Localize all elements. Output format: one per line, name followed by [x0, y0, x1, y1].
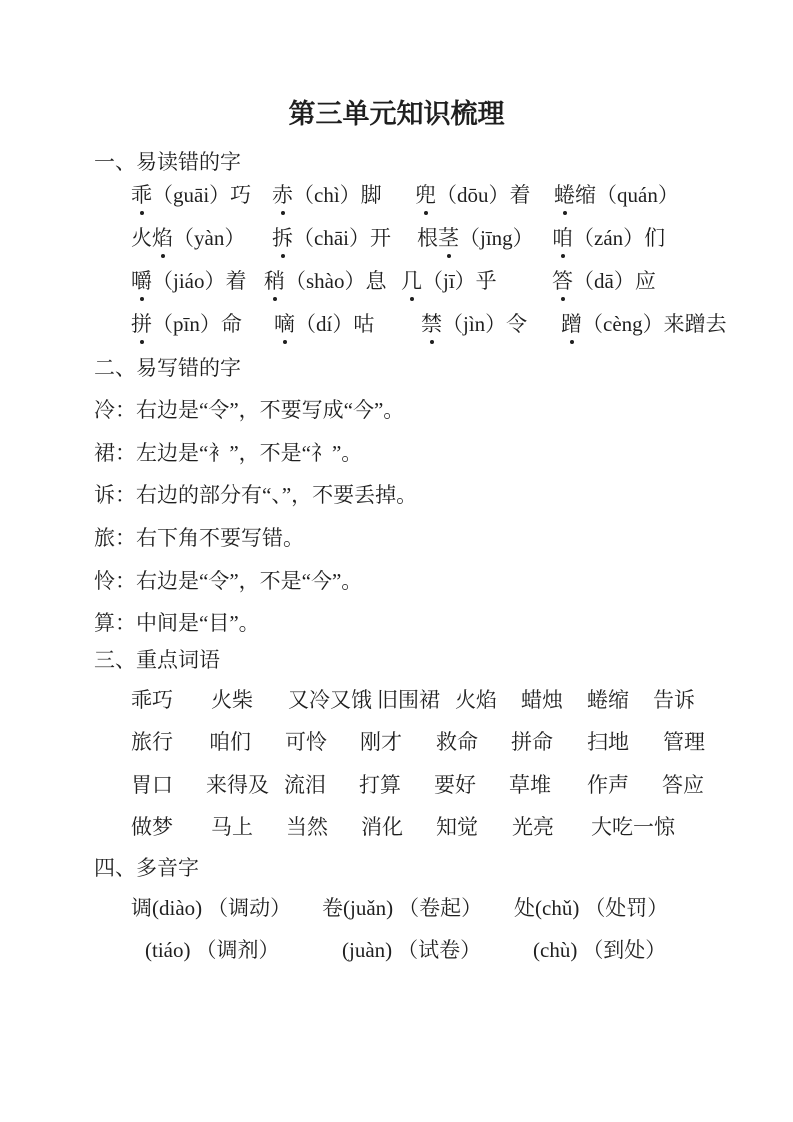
word-item: 光亮: [512, 815, 554, 839]
dotted-char: 蜷: [554, 183, 575, 207]
item-pinyin-tail: （jìn）令: [442, 312, 528, 336]
dotted-char: 茎: [438, 226, 459, 250]
polyphone-pinyin: (juǎn): [343, 896, 394, 920]
pinyin-item: [131, 311, 242, 338]
pinyin-item: [554, 182, 679, 209]
word-item: 答应: [662, 773, 704, 797]
plain-char: 火: [131, 226, 152, 250]
note-line: 冷：右边是“令”，不要写成“今”。: [94, 398, 405, 422]
word-row: [0, 814, 793, 848]
polyphone-example-word: （卷起）: [398, 896, 483, 920]
item-pinyin-tail: 缩（quán）: [575, 183, 679, 207]
polyphone-pinyin: (diào): [152, 896, 203, 920]
word-item: 打算: [359, 773, 401, 797]
word-item: 胃口: [131, 773, 173, 797]
dotted-char: 兜: [415, 183, 436, 207]
pinyin-item: [421, 311, 527, 338]
polyphone-example-word: （调动）: [207, 896, 292, 920]
item-pinyin-tail: （pīn）命: [152, 312, 242, 336]
polyphone-pinyin: (chǔ): [535, 896, 580, 920]
dotted-char: 答: [552, 269, 573, 293]
polyphone-pinyin: (juàn): [342, 938, 393, 962]
pinyin-item: [131, 268, 247, 295]
item-pinyin-tail: （dōu）着: [436, 183, 531, 207]
pinyin-row: [0, 268, 793, 302]
pinyin-item: [552, 225, 665, 252]
polyphone-entry: [533, 937, 666, 964]
section-3-heading: 三、重点词语: [94, 648, 220, 672]
dotted-char: 蹭: [561, 312, 582, 336]
dotted-char: 赤: [272, 183, 293, 207]
word-row: [0, 772, 793, 806]
dotted-char: 禁: [421, 312, 442, 336]
item-pinyin-tail: （dí）咕: [295, 312, 375, 336]
item-pinyin-tail: （jīng）: [459, 226, 534, 250]
polyphone-entry: [514, 895, 668, 922]
word-item: 管理: [663, 730, 705, 754]
note-line: 算：中间是“目”。: [94, 611, 260, 635]
polyphone-char: 调: [131, 896, 152, 920]
pinyin-row: [0, 182, 793, 216]
pinyin-item: [131, 182, 251, 209]
note-line: 旅：右下角不要写错。: [94, 526, 304, 550]
word-item: 咱们: [209, 730, 251, 754]
item-pinyin-tail: （chì）脚: [293, 183, 382, 207]
pinyin-row: [0, 225, 793, 259]
word-item: 作声: [587, 773, 629, 797]
word-item: 告诉: [653, 688, 695, 712]
word-item: 可怜: [285, 730, 327, 754]
pinyin-item: [272, 182, 382, 209]
word-item: 救命: [436, 730, 478, 754]
pinyin-item: [274, 311, 374, 338]
item-pinyin-tail: （chāi）开: [293, 226, 391, 250]
polyphone-example-word: （到处）: [582, 938, 667, 962]
word-item: 旧围裙: [377, 688, 440, 712]
dotted-char: 嚼: [131, 269, 152, 293]
word-item: 知觉: [436, 815, 478, 839]
polyphone-row: [0, 937, 793, 971]
item-pinyin-tail: （shào）息: [285, 269, 387, 293]
dotted-char: 拆: [272, 226, 293, 250]
polyphone-entry: [342, 937, 481, 964]
word-item: 拼命: [511, 730, 553, 754]
item-pinyin-tail: （jiáo）着: [152, 269, 247, 293]
item-pinyin-tail: （zán）们: [573, 226, 666, 250]
dotted-char: 焰: [152, 226, 173, 250]
word-item: 旅行: [131, 730, 173, 754]
note-line: 怜：右边是“令”，不是“今”。: [94, 569, 363, 593]
polyphone-entry: [322, 895, 482, 922]
word-item: 又冷又饿: [288, 688, 372, 712]
page-title: 第三单元知识梳理: [288, 99, 505, 129]
dotted-char: 拼: [131, 312, 152, 336]
word-item: 火柴: [211, 688, 253, 712]
item-pinyin-tail: （dā）应: [573, 269, 656, 293]
item-pinyin-tail: （yàn）: [173, 226, 246, 250]
word-item: 乖巧: [131, 688, 173, 712]
word-item: 消化: [361, 815, 403, 839]
note-line: 裙：左边是“衤”，不是“礻”。: [94, 441, 363, 465]
polyphone-pinyin: (tiáo): [145, 938, 191, 962]
note-line: 诉：右边的部分有“、”，不要丢掉。: [94, 483, 418, 507]
word-item: 火焰: [455, 688, 497, 712]
word-item: 扫地: [587, 730, 629, 754]
pinyin-item: [264, 268, 387, 295]
dotted-char: 稍: [264, 269, 285, 293]
dotted-char: 咱: [552, 226, 573, 250]
word-item: 马上: [211, 815, 253, 839]
dotted-char: 几: [401, 269, 422, 293]
word-item: 当然: [286, 815, 328, 839]
word-item: 蜡烛: [521, 688, 563, 712]
item-pinyin-tail: （cèng）来蹭去: [582, 312, 727, 336]
polyphone-example-word: （处罚）: [584, 896, 669, 920]
pinyin-item: [561, 311, 727, 338]
dotted-char: 乖: [131, 183, 152, 207]
pinyin-item: [552, 268, 656, 295]
section-4-heading: 四、多音字: [94, 856, 199, 880]
pinyin-item: [131, 225, 245, 252]
word-item: 蜷缩: [587, 688, 629, 712]
item-pinyin-tail: （jī）乎: [422, 269, 497, 293]
pinyin-item: [415, 182, 531, 209]
polyphone-entry: [131, 895, 291, 922]
polyphone-example-word: （试卷）: [397, 938, 482, 962]
section-1-heading: 一、易读错的字: [94, 150, 241, 174]
polyphone-entry: [145, 937, 279, 964]
word-item: 要好: [434, 773, 476, 797]
word-item: 大吃一惊: [591, 815, 675, 839]
word-row: [0, 729, 793, 763]
pinyin-item: [401, 268, 497, 295]
word-item: 流泪: [284, 773, 326, 797]
dotted-char: 嘀: [274, 312, 295, 336]
pinyin-item: [417, 225, 534, 252]
polyphone-row: [0, 895, 793, 929]
word-item: 做梦: [131, 815, 173, 839]
polyphone-pinyin: (chù): [533, 938, 578, 962]
pinyin-row: [0, 311, 793, 345]
pinyin-item: [272, 225, 391, 252]
word-row: [0, 687, 793, 721]
word-item: 刚才: [360, 730, 402, 754]
item-pinyin-tail: （guāi）巧: [152, 183, 252, 207]
polyphone-char: 卷: [322, 896, 343, 920]
word-item: 来得及: [206, 773, 269, 797]
polyphone-example-word: （调剂）: [195, 938, 280, 962]
plain-char: 根: [417, 226, 438, 250]
word-item: 草堆: [509, 773, 551, 797]
section-2-heading: 二、易写错的字: [94, 356, 241, 380]
polyphone-char: 处: [514, 896, 535, 920]
